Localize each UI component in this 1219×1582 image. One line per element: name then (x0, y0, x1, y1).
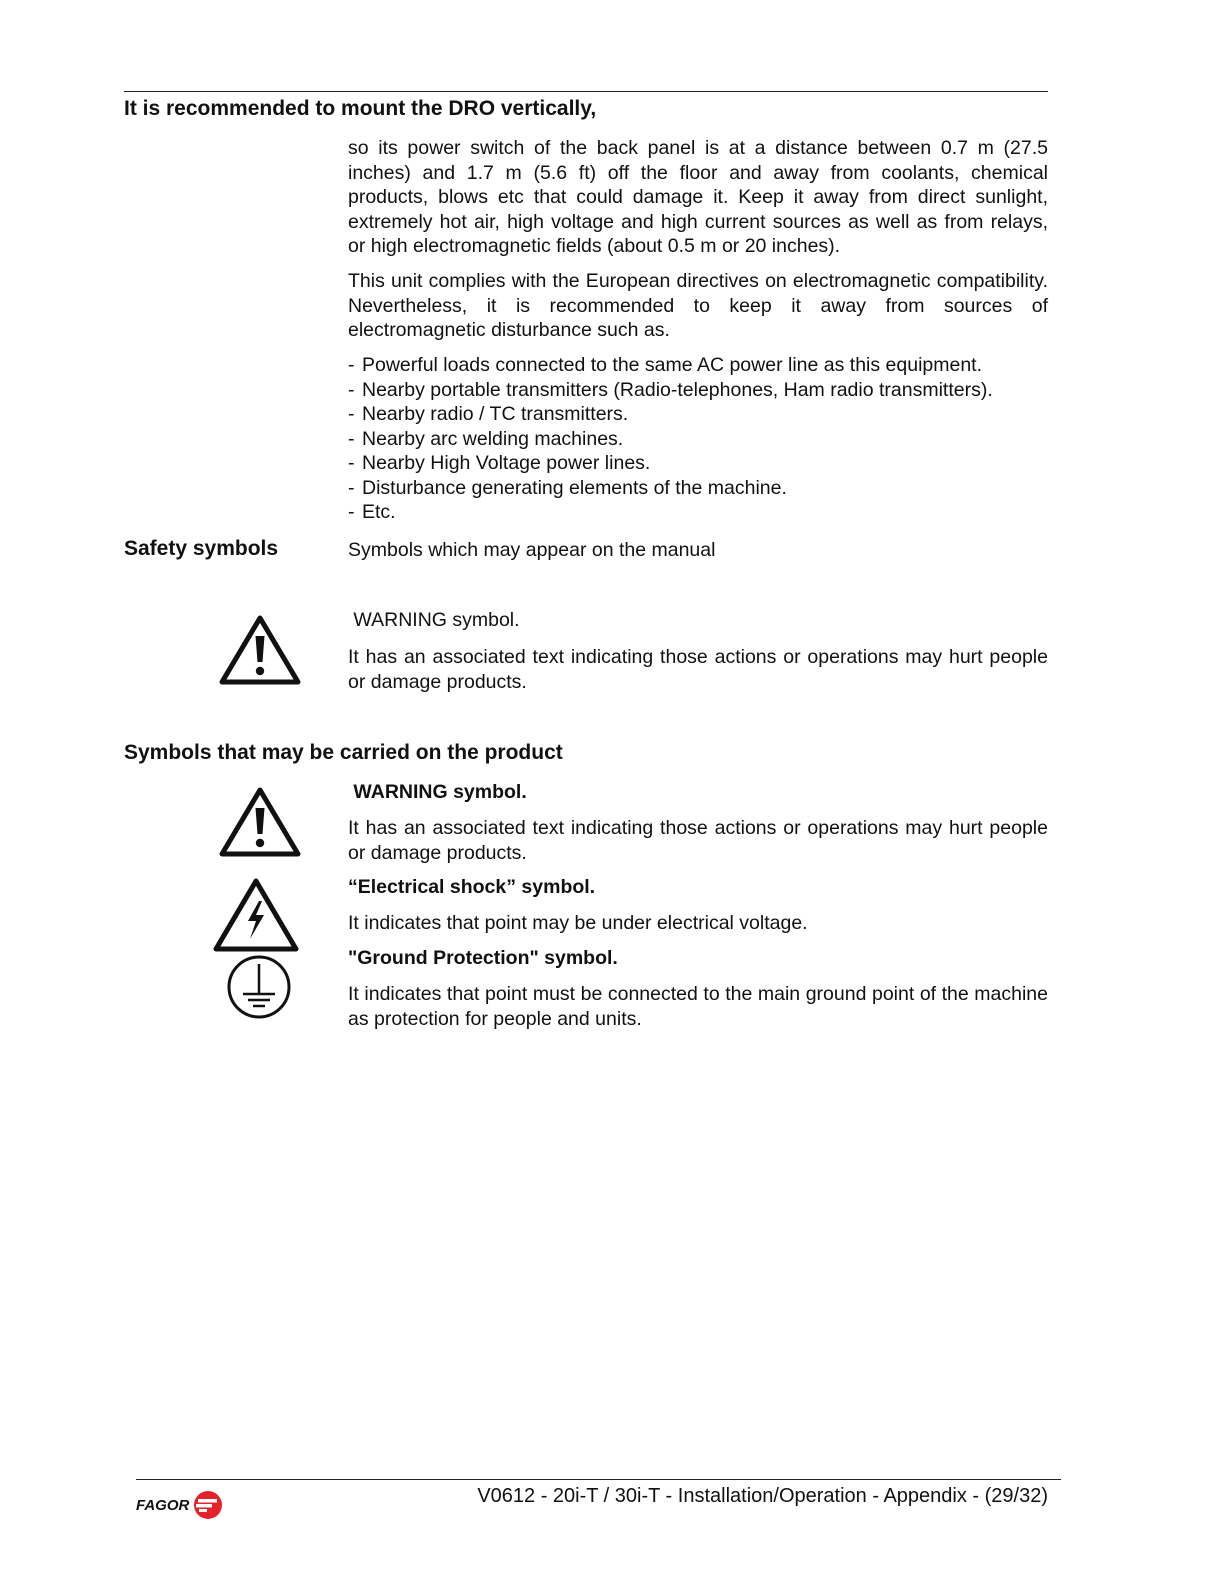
warning-icon (218, 786, 302, 858)
paragraph-emc: This unit complies with the European directives on electromagnetic compatibility. Nevertheless, it is recommended to keep it away from sources of electromagnetic disturbance such as. (348, 270, 1048, 341)
product-symbols-heading: Symbols that may be carried on the product (124, 741, 563, 764)
safety-symbols-intro: Symbols which may appear on the manual (348, 539, 716, 561)
paragraph-mount: so its power switch of the back panel is at a distance between 0.7 m (27.5 inches) and 1.7 m (5.6 ft) off the floor and away from coolants, chemical products, blows etc that could damage it. Keep it away from direct sunlight, extremely hot air, high voltage and high current sources as well as from relays, or high electromagnetic fields (about 0.5 m or 20 inches). (348, 137, 1048, 257)
product-warning-text: It has an associated text indicating those actions or operations may hurt people or damage products. (348, 817, 1048, 864)
fagor-logo-text: FAGOR (136, 1496, 190, 1514)
ground-symbol-text: It indicates that point must be connected to the main ground point of the machine as protection for people and units. (348, 983, 1048, 1030)
fagor-logo-icon (193, 1490, 223, 1520)
heading-mount: It is recommended to mount the DRO vertically, (124, 97, 597, 120)
safety-symbols-heading: Safety symbols (124, 537, 279, 560)
safety-warning-title: WARNING symbol. (348, 609, 520, 631)
top-rule (124, 91, 1048, 92)
footer-doc-ref: V0612 - 20i-T / 30i-T - Installation/Operation - Appendix - (29/32) (477, 1485, 1048, 1507)
electrical-shock-icon (212, 877, 300, 953)
list-item: - Nearby portable transmitters (Radio-telephones, Ham radio transmitters). (348, 378, 1048, 403)
ground-symbol-title: "Ground Protection" symbol. (348, 947, 618, 969)
safety-warning-text: It has an associated text indicating those actions or operations may hurt people or damage products. (348, 646, 1048, 693)
list-item: - Nearby radio / TC transmitters. (348, 402, 1048, 427)
list-item: - Powerful loads connected to the same AC power line as this equipment. (348, 353, 1048, 378)
list-item: - Etc. (348, 500, 1048, 525)
list-item: - Nearby High Voltage power lines. (348, 451, 1048, 476)
disturbance-list (348, 353, 1048, 525)
shock-symbol-title: “Electrical shock” symbol. (348, 876, 596, 898)
product-warning-title: WARNING symbol. (348, 781, 527, 803)
list-item: - Disturbance generating elements of the machine. (348, 476, 1048, 501)
warning-icon (218, 614, 302, 686)
list-item: - Nearby arc welding machines. (348, 427, 1048, 452)
disturbance-list-block (348, 353, 1048, 525)
footer-rule (136, 1479, 1061, 1480)
shock-symbol-text: It indicates that point may be under electrical voltage. (348, 912, 808, 934)
fagor-logo (136, 1489, 223, 1521)
ground-protection-icon (226, 954, 292, 1020)
